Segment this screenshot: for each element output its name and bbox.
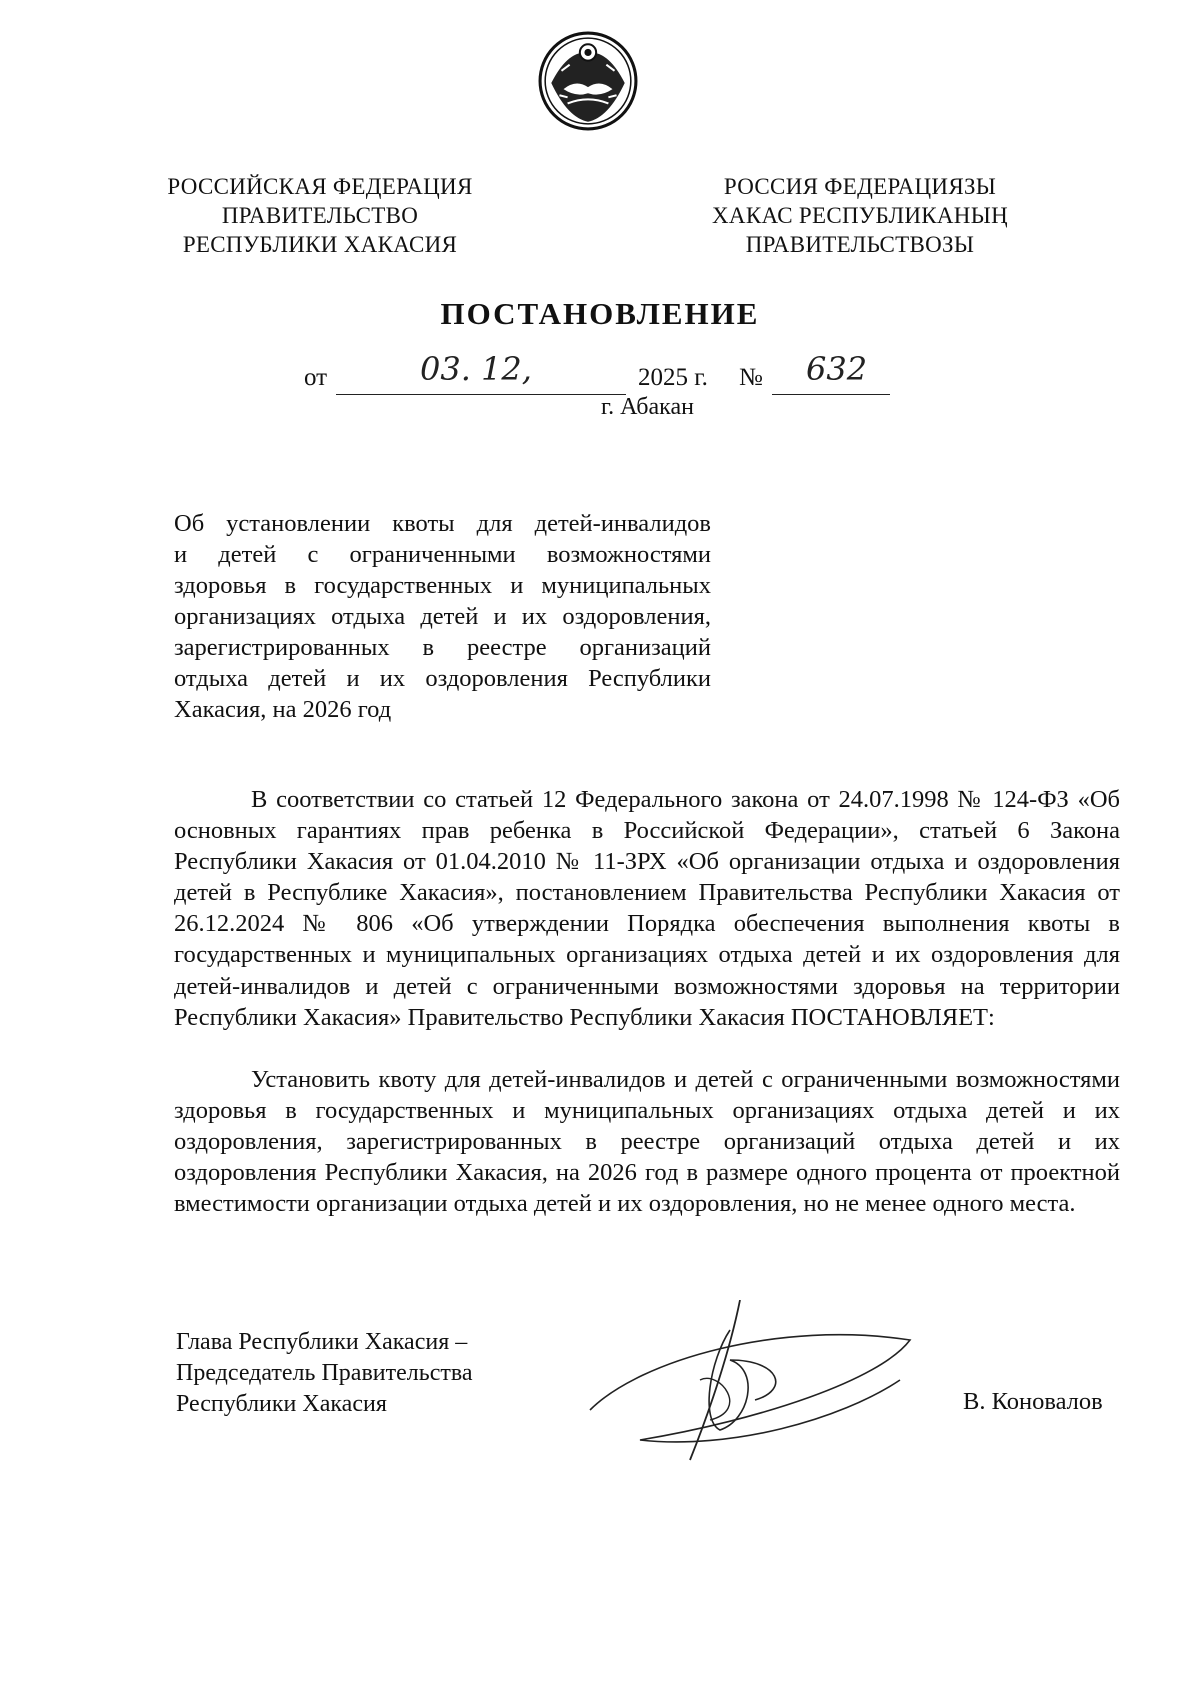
number-label: № (739, 364, 763, 391)
header-left-line: ПРАВИТЕЛЬСТВО (221, 203, 419, 228)
signatory-title-line: Глава Республики Хакасия – (176, 1329, 468, 1355)
coat-of-arms-icon (537, 30, 639, 132)
subject-line: Хакасия, на 2026 год (174, 696, 392, 723)
signatory-title (176, 1327, 473, 1420)
subject-line: зарегистрированных в реестре организаций (174, 634, 711, 661)
header-left-line: РЕСПУБЛИКИ ХАКАСИЯ (182, 232, 458, 257)
date-number-row (0, 350, 1200, 396)
signatory-title-line: Председатель Правительства (176, 1360, 473, 1386)
subject-line: организациях отдыха детей и их оздоровления, (174, 603, 711, 630)
document-type-title: ПОСТАНОВЛЕНИЕ (440, 296, 760, 331)
year-label: 2025 г. (638, 364, 708, 391)
preamble-paragraph: В соответствии со статьей 12 Федерального закона от 24.07.1998 № 124-ФЗ «Об основных гарантиях прав ребенка в Российской Федерации», статьей 6 Закона Республики Хакасия от 01.04.2010 № 11-ЗРХ «Об организации отдыха и оздоровления детей в Республике Хакасия», постановлением Правительства Республики Хакасия от 26.12.2024 № 806 «Об утверждении Порядка обеспечения выполнения квоты в государственных и муниципальных организациях отдыха детей и их оздоровления для детей-инвалидов и детей с ограниченными возможностями здоровья на территории Республики Хакасия» Правительство Республики Хакасия ПОСТАНОВЛЯЕТ: (174, 786, 1120, 1031)
header-right-line: ПРАВИТЕЛЬСТВОЗЫ (745, 232, 975, 257)
header-right-line: ХАКАС РЕСПУБЛИКАНЫҢ (712, 203, 1008, 228)
subject-line: отдыха детей и их оздоровления Республики (174, 665, 711, 692)
city-label: г. Абакан (601, 394, 694, 420)
handwritten-date: 03. 12, (420, 350, 532, 388)
header-right-line: РОССИЯ ФЕДЕРАЦИЯЗЫ (723, 174, 997, 199)
signatory-title-line: Республики Хакасия (176, 1391, 387, 1417)
resolution-paragraph: Установить квоту для детей-инвалидов и детей с ограниченными возможностями здоровья в государственных и муниципальных организациях отдыха детей и их оздоровления, зарегистрированных в реестре организаций отдыха детей и их оздоровления Республики Хакасия, на 2026 год в размере одного процента от проектной вместимости организации отдыха детей и их оздоровления, но не менее одного места. (174, 1066, 1120, 1218)
signatory-name: В. Коновалов (963, 1388, 1103, 1415)
subject-line: здоровья в государственных и муниципальных (174, 572, 711, 599)
header-right (690, 172, 1030, 259)
header-left-line: РОССИЙСКАЯ ФЕДЕРАЦИЯ (167, 174, 473, 199)
subject-line: и детей с ограниченными возможностями (174, 541, 711, 568)
subject-line: Об установлении квоты для детей-инвалидов (174, 510, 711, 537)
header-left (150, 172, 490, 259)
document-subject (174, 508, 711, 725)
signature-mark (580, 1300, 920, 1470)
handwritten-number: 632 (806, 350, 868, 388)
from-label: от (304, 364, 328, 391)
